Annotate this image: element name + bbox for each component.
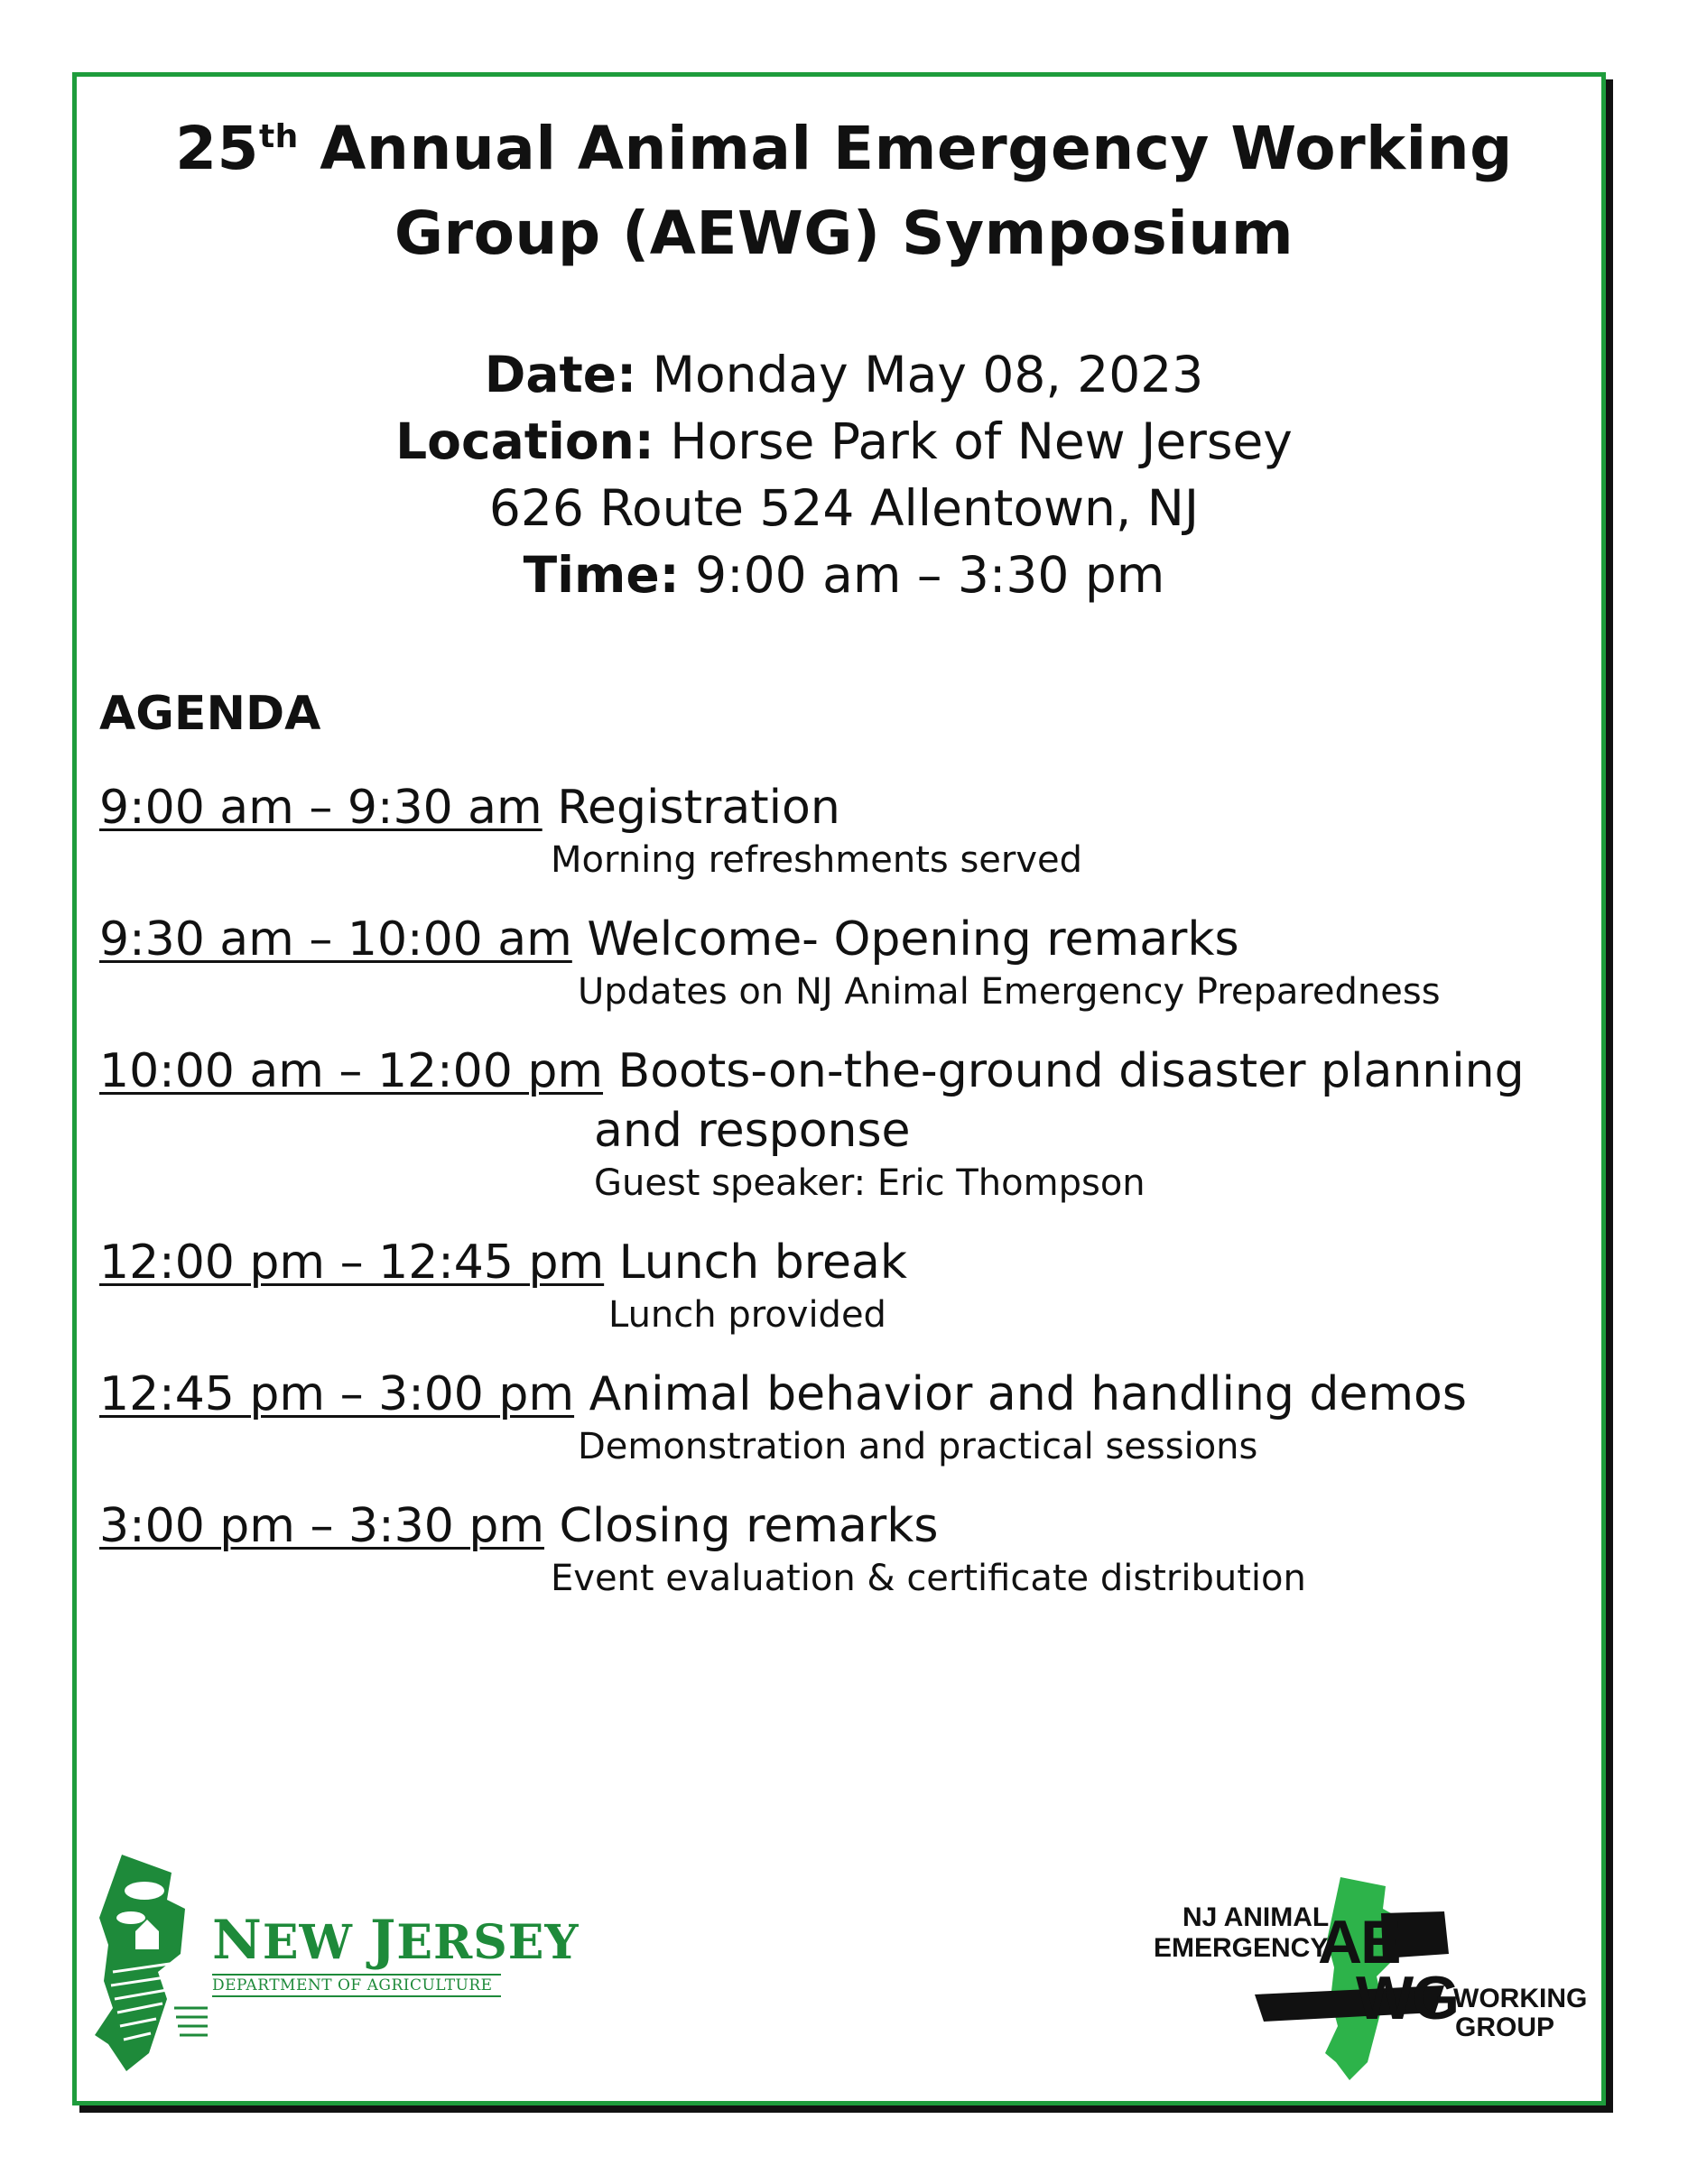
agenda-item-title: Welcome- Opening remarks <box>571 912 1239 967</box>
location-label: Location: <box>395 412 654 470</box>
agenda-item <box>99 778 1082 883</box>
agenda-item-subtitle: Demonstration and practical sessions <box>578 1426 1258 1467</box>
agenda-item-title: Lunch break <box>604 1235 907 1290</box>
title-line-1 <box>0 106 1688 191</box>
agenda-item-subtitle: Morning refreshments served <box>551 839 1083 881</box>
agenda-item-subtitle: Guest speaker: Eric Thompson <box>594 1162 1145 1204</box>
agenda-item-time: 12:45 pm – 3:00 pm <box>99 1367 575 1421</box>
agenda-heading: AGENDA <box>99 687 321 741</box>
agenda-item-subtitle: Lunch provided <box>608 1294 886 1336</box>
agenda-item-title: Boots-on-the-ground disaster planning <box>603 1044 1525 1098</box>
agenda-item-time: 12:00 pm – 12:45 pm <box>99 1235 605 1290</box>
aewg-logo-line-1: NJ ANIMAL <box>1183 1902 1330 1932</box>
event-date <box>0 341 1688 408</box>
nj-logo-department-text: DEPARTMENT OF AGRICULTURE <box>212 1974 501 1997</box>
event-info <box>0 341 1688 608</box>
time-label: Time: <box>523 546 680 604</box>
aewg-logo-ae: AE <box>1318 1908 1400 1976</box>
agenda-item-title: Registration <box>542 781 840 835</box>
nj-logo-word2-capital: J <box>369 1909 397 1972</box>
agenda-item-time: 10:00 am – 12:00 pm <box>99 1044 604 1098</box>
event-time <box>0 541 1688 608</box>
time-value: 9:00 am – 3:30 pm <box>679 546 1165 604</box>
agenda-item-subtitle: Event evaluation & certificate distribution <box>551 1558 1306 1599</box>
agenda-item <box>99 1041 1525 1206</box>
event-address: 626 Route 524 Allentown, NJ <box>488 479 1200 537</box>
nj-logo-word1-rest: EW <box>262 1915 370 1970</box>
agenda-item <box>99 1496 1306 1601</box>
date-label: Date: <box>484 346 637 403</box>
location-value: Horse Park of New Jersey <box>654 412 1293 470</box>
agenda-item-title: Closing remarks <box>543 1499 939 1553</box>
agenda-item-subtitle: Updates on NJ Animal Emergency Preparedness <box>578 971 1441 1013</box>
agenda-item <box>99 910 1441 1014</box>
aewg-logo <box>1146 1868 1588 2094</box>
nj-logo-wordmark <box>212 1909 580 1972</box>
agenda-item <box>99 1365 1467 1469</box>
agenda-item <box>99 1233 907 1337</box>
title-line-1-text: Annual Animal Emergency Working <box>298 114 1513 183</box>
nj-logo-word2-rest: ERSEY <box>396 1915 580 1970</box>
aewg-logo-line-4: GROUP <box>1455 2013 1555 2042</box>
agenda-item-time: 3:00 pm – 3:30 pm <box>99 1499 544 1553</box>
nj-state-outline-icon <box>95 1855 212 2071</box>
agenda-item-title-continued: and response <box>594 1104 911 1158</box>
title-line-2: Group (AEWG) Symposium <box>394 199 1294 268</box>
aewg-logo-line-2: EMERGENCY <box>1154 1933 1329 1963</box>
page-title <box>0 106 1688 276</box>
agenda-item-title: Animal behavior and handling demos <box>574 1367 1467 1421</box>
agenda-item-time: 9:30 am – 10:00 am <box>99 912 572 967</box>
title-ordinal-number: 25 <box>175 114 259 183</box>
nj-agriculture-logo <box>95 1855 580 2071</box>
event-location <box>0 408 1688 475</box>
title-ordinal-suffix: th <box>258 118 299 155</box>
nj-logo-word1-capital: N <box>212 1909 263 1972</box>
aewg-logo-line-3: WORKING <box>1453 1984 1588 2013</box>
aewg-logo-wg: WG <box>1356 1964 1459 2032</box>
date-value: Monday May 08, 2023 <box>636 346 1204 403</box>
agenda-item-time: 9:00 am – 9:30 am <box>99 781 543 835</box>
